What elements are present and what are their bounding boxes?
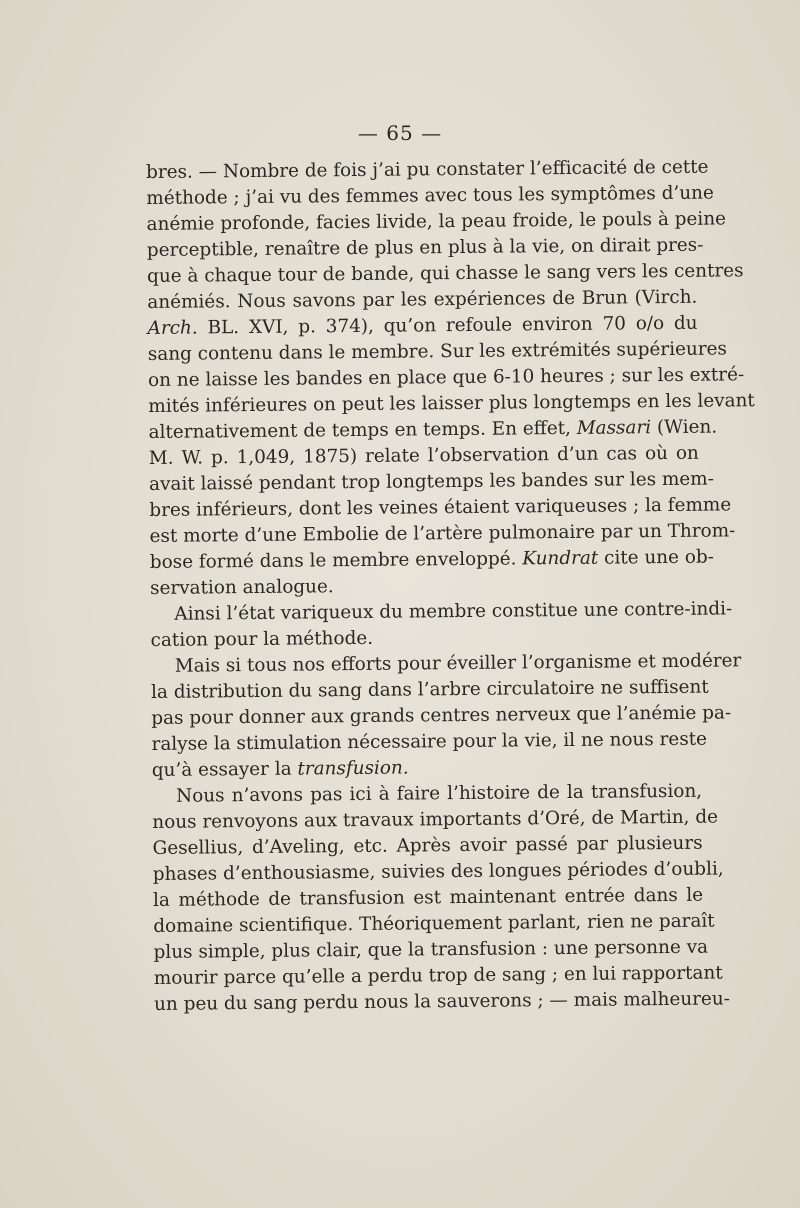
text-line: anémie profonde, facies livide, la peau froide, le pouls à peine xyxy=(146,208,727,235)
text-line: cation pour la méthode. xyxy=(150,627,374,651)
text-line: que à chaque tour de bande, qui chasse le sang vers les centres xyxy=(147,260,744,287)
text-line: alternativement de temps en temps. En effet, Massari (Wien. xyxy=(148,416,718,443)
text-line: méthode ; j’ai vu des femmes avec tous les symptômes d’une xyxy=(146,182,714,209)
text-line: Mais si tous nos efforts pour éveiller l’organisme et modérer xyxy=(174,650,742,677)
text-line: Nous n’avons pas ici à faire l’histoire de la transfusion, xyxy=(176,780,703,807)
text-line: M. W. p. 1,049, 1875) relate l’observation d’un cas où on xyxy=(148,442,699,469)
text-line: la distribution du sang dans l’arbre circulatoire ne suffisent xyxy=(151,676,709,703)
text-line: sang contenu dans le membre. Sur les extrémités supérieures xyxy=(147,338,727,365)
text-line: mourir parce qu’elle a perdu trop de sang ; en lui rapportant xyxy=(153,962,723,989)
text-line: phases d’enthousiasme, suivies des longues périodes d’oubli, xyxy=(152,858,724,885)
page-number: — 65 — xyxy=(357,121,443,145)
text-line: anémiés. Nous savons par les expériences de Brun (Virch. xyxy=(147,286,698,313)
text-line: nous renvoyons aux travaux importants d’Oré, de Martin, de xyxy=(152,806,719,833)
text-line: est morte d’une Embolie de l’artère pulmonaire par un Throm- xyxy=(149,520,736,547)
text-line: pas pour donner aux grands centres nerveux que l’anémie pa- xyxy=(151,702,732,729)
text-line: servation analogue. xyxy=(150,576,334,599)
text-line: bres. — Nombre de fois j’ai pu constater l’efficacité de cette xyxy=(146,156,709,183)
text-line: ralyse la stimulation nécessaire pour la vie, il ne nous reste xyxy=(151,728,708,755)
text-line: Gesellius, d’Aveling, etc. Après avoir passé par plusieurs xyxy=(152,832,703,859)
text-line: domaine scientifique. Théoriquement parlant, rien ne paraît xyxy=(153,910,715,937)
text-line: on ne laisse les bandes en place que 6-10 heures ; sur les extré- xyxy=(148,364,745,391)
text-line: bres inférieurs, dont les veines étaient variqueuses ; la femme xyxy=(149,494,732,521)
text-line: mités inférieures on peut les laisser plus longtemps en les levant xyxy=(148,390,755,417)
text-line: bose formé dans le membre enveloppé. Kundrat cite une ob- xyxy=(149,546,714,573)
text-line: plus simple, plus clair, que la transfusion : une personne va xyxy=(153,936,709,963)
text-line: Arch. BL. XVI, p. 374), qu’on refoule environ 70 o/o du xyxy=(147,312,698,339)
text-line: la méthode de transfusion est maintenant entrée dans le xyxy=(153,884,704,911)
text-line: qu’à essayer la transfusion. xyxy=(151,757,409,781)
body-text xyxy=(146,155,755,1018)
text-line: perceptible, renaître de plus en plus à la vie, on dirait pres- xyxy=(146,234,704,261)
text-line: un peu du sang perdu nous la sauverons ; — mais malheureu- xyxy=(154,988,730,1015)
text-line: avait laissé pendant trop longtemps les bandes sur les mem- xyxy=(149,468,715,495)
text-line: Ainsi l’état variqueux du membre constitue une contre-indi- xyxy=(174,598,733,625)
